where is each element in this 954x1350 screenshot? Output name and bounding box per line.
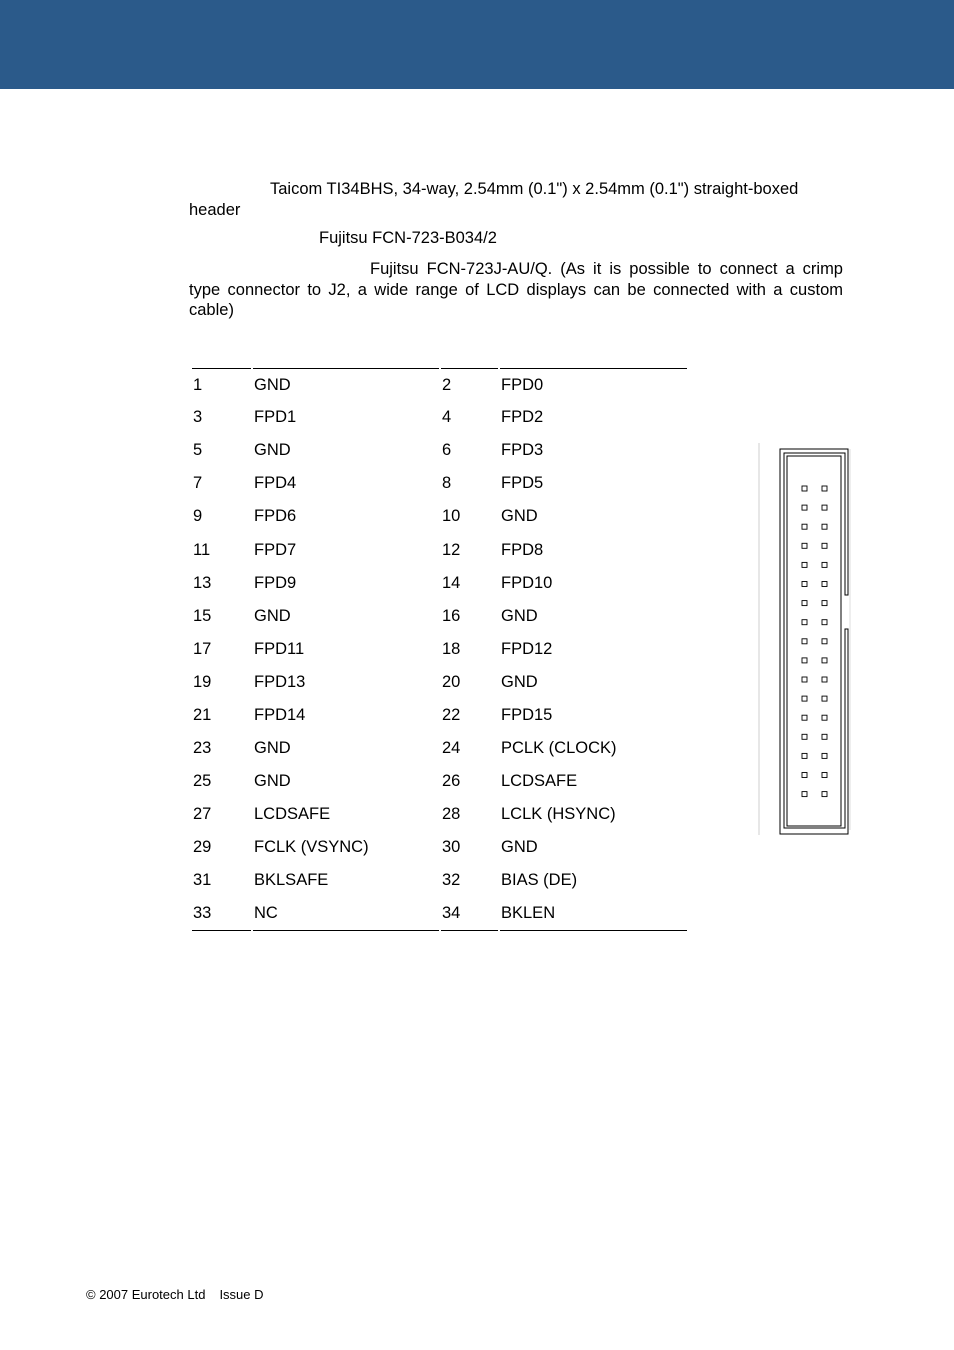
connector-pin (802, 486, 807, 491)
pin-number-odd: 15 (193, 606, 212, 625)
signal-name-even: BKLEN (500, 898, 687, 931)
pin-number-odd: 25 (193, 772, 212, 791)
pin-number-even: 26 (442, 772, 461, 791)
connector-pin (822, 677, 827, 682)
connector-pin (822, 543, 827, 548)
pin-number-even: 32 (442, 871, 461, 890)
pin-number-even: 20 (442, 672, 461, 691)
header-type-paragraph (189, 179, 843, 220)
pin-number-even: 8 (442, 474, 452, 493)
pin-number-odd: 27 (193, 805, 212, 824)
connector-pin (802, 543, 807, 548)
signal-name-even: FPD15 (501, 705, 553, 724)
pin-number-odd: 1 (192, 368, 251, 401)
header-bar (0, 0, 954, 89)
signal-name-odd: GND (254, 606, 291, 625)
footer (86, 1287, 264, 1303)
connector-pin (822, 753, 827, 758)
signal-name-even: GND (501, 507, 538, 526)
signal-name-even: BIAS (DE) (501, 871, 578, 890)
header-type-text: Taicom TI34BHS, 34-way, 2.54mm (0.1") x 2.54mm (0.1") straight-boxed header (189, 180, 799, 219)
mating-connector-paragraph (189, 228, 843, 249)
signal-name-odd: FPD1 (254, 408, 297, 427)
pin-assignment-table (190, 368, 689, 931)
connector-pin (802, 562, 807, 567)
table-row (192, 434, 687, 467)
table-row (192, 401, 687, 434)
signal-name-odd: NC (253, 898, 439, 931)
connector-pin (822, 505, 827, 510)
connector-pin (802, 734, 807, 739)
pin-number-even: 4 (442, 408, 452, 427)
connector-pin (822, 792, 827, 797)
signal-name-odd: FPD13 (254, 672, 306, 691)
connector-pin (802, 505, 807, 510)
pin-number-odd: 9 (193, 507, 203, 526)
signal-name-even: FPD0 (500, 368, 687, 401)
signal-name-even: FPD5 (501, 474, 544, 493)
connector-pin (802, 620, 807, 625)
connector-pin (822, 601, 827, 606)
connector-pin (802, 582, 807, 587)
table-row (192, 467, 687, 500)
connector-pin (802, 601, 807, 606)
connector-pin (802, 639, 807, 644)
connector-pin (802, 773, 807, 778)
pin-number-odd: 17 (193, 639, 212, 658)
table-row (192, 831, 687, 864)
signal-name-odd: FPD7 (254, 540, 297, 559)
pin-number-odd: 29 (193, 838, 212, 857)
table-row (192, 567, 687, 600)
signal-name-even: FPD12 (501, 639, 553, 658)
pin-table-body (192, 368, 687, 931)
signal-name-odd: BKLSAFE (254, 871, 329, 890)
signal-name-even: FPD8 (501, 540, 544, 559)
signal-name-even: FPD10 (501, 573, 553, 592)
signal-name-even: PCLK (CLOCK) (501, 739, 617, 758)
connector-pin (822, 773, 827, 778)
table-row (192, 699, 687, 732)
signal-name-odd: FPD14 (254, 705, 306, 724)
connector-pin (822, 734, 827, 739)
table-row (192, 500, 687, 533)
pin-number-even: 28 (442, 805, 461, 824)
signal-name-even: LCDSAFE (501, 772, 578, 791)
footer-copyright: © 2007 Eurotech Ltd (86, 1287, 206, 1302)
signal-name-odd: FPD11 (254, 639, 305, 658)
pin-number-even: 24 (442, 739, 461, 758)
connector-pin (822, 696, 827, 701)
connector-pin (822, 620, 827, 625)
pin-number-odd: 31 (193, 871, 212, 890)
pin-number-odd: 19 (193, 672, 212, 691)
signal-name-even: GND (501, 672, 538, 691)
table-row (192, 633, 687, 666)
pin-number-odd: 33 (192, 898, 251, 931)
table-row (192, 533, 687, 566)
connector-pin (822, 582, 827, 587)
signal-name-even: GND (501, 838, 538, 857)
pin-number-even: 22 (442, 705, 461, 724)
pin-number-even: 2 (441, 368, 498, 401)
table-row (192, 368, 687, 401)
pin-number-odd: 3 (193, 408, 203, 427)
signal-name-odd: FCLK (VSYNC) (254, 838, 369, 857)
signal-name-odd: FPD9 (254, 573, 297, 592)
footer-issue: Issue D (219, 1287, 264, 1302)
pin-squares (802, 486, 827, 797)
connector-pin (802, 715, 807, 720)
pin-number-odd: 7 (193, 474, 203, 493)
signal-name-even: LCLK (HSYNC) (501, 805, 616, 824)
pin-number-odd: 13 (193, 573, 212, 592)
connector-pin (802, 792, 807, 797)
signal-name-odd: GND (253, 368, 439, 401)
connector-pin (822, 524, 827, 529)
pin-number-even: 12 (442, 540, 461, 559)
signal-name-odd: LCDSAFE (254, 805, 331, 824)
signal-name-odd: FPD4 (254, 474, 297, 493)
signal-name-odd: FPD6 (254, 507, 297, 526)
table-row (192, 864, 687, 897)
signal-name-odd: GND (254, 772, 291, 791)
connector-pin (822, 486, 827, 491)
signal-name-even: FPD2 (501, 408, 544, 427)
signal-name-even: FPD3 (501, 441, 544, 460)
pin-number-even: 10 (442, 507, 461, 526)
signal-name-odd: GND (254, 739, 291, 758)
connector-pin (802, 658, 807, 663)
pin-number-even: 14 (442, 573, 461, 592)
crimp-connector-text: Fujitsu FCN-723J-AU/Q. (As it is possible to connect a crimp type connector to J2, a wide range of LCD displays can be connected with a custom cable) (189, 260, 843, 319)
connector-pin (802, 677, 807, 682)
connector-pin (822, 658, 827, 663)
table-row (192, 898, 687, 931)
pin-number-even: 6 (442, 441, 452, 460)
pin-number-even: 30 (442, 838, 461, 857)
pin-number-even: 34 (441, 898, 498, 931)
connector-pin (822, 715, 827, 720)
connector-pin (802, 753, 807, 758)
signal-name-even: GND (501, 606, 538, 625)
table-row (192, 600, 687, 633)
pin-number-odd: 23 (193, 739, 212, 758)
connector-diagram (758, 443, 852, 837)
table-row (192, 666, 687, 699)
signal-name-odd: GND (254, 441, 291, 460)
connector-pin (822, 562, 827, 567)
pin-number-odd: 5 (193, 441, 203, 460)
pin-number-odd: 21 (193, 705, 212, 724)
pin-number-even: 16 (442, 606, 461, 625)
table-row (192, 798, 687, 831)
connector-pin (802, 524, 807, 529)
table-row (192, 765, 687, 798)
crimp-connector-paragraph (189, 259, 843, 321)
pin-number-odd: 11 (193, 540, 211, 559)
connector-pin (822, 639, 827, 644)
pin-number-even: 18 (442, 639, 461, 658)
mating-connector-text: Fujitsu FCN-723-B034/2 (319, 229, 497, 247)
connector-pin (802, 696, 807, 701)
table-row (192, 732, 687, 765)
